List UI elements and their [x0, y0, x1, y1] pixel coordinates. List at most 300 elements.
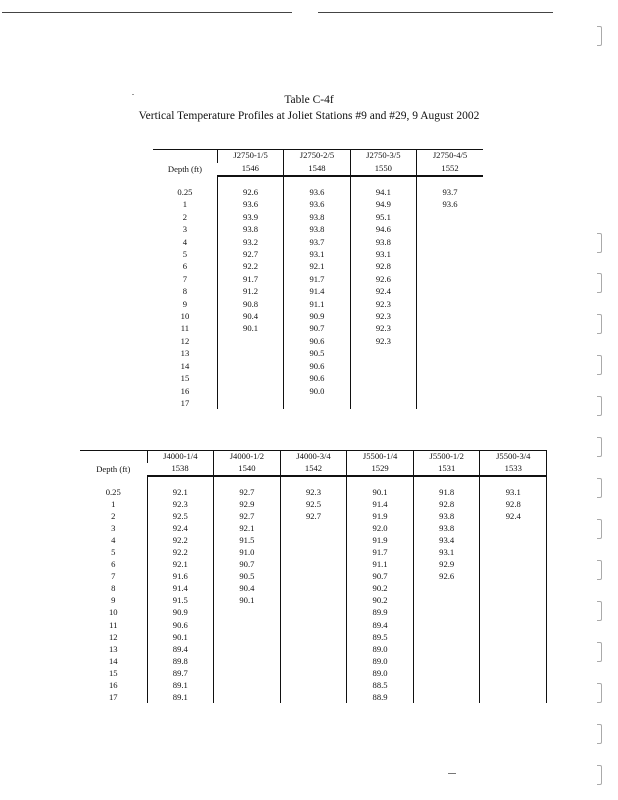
depth-header: Depth (ft): [167, 164, 202, 174]
temperature-cell: [214, 679, 281, 691]
temperature-cell: 89.0: [347, 643, 414, 655]
temperature-cell: 90.5: [284, 347, 350, 359]
temperature-cell: 91.1: [284, 298, 350, 310]
temperature-cell: 95.1: [350, 211, 416, 223]
table-row: [153, 298, 483, 310]
temperature-cell: 93.8: [350, 236, 416, 248]
depth-cell: 10: [108, 607, 118, 618]
temperature-cell: [217, 347, 283, 359]
temperature-cell: [480, 679, 547, 691]
temperature-cell: 89.5: [347, 631, 414, 643]
binder-tab: [597, 765, 602, 785]
temperature-cell: [480, 691, 547, 703]
depth-cell: 0.25: [177, 187, 193, 197]
temperature-cell: 89.0: [347, 667, 414, 679]
table-row: [153, 285, 483, 297]
depth-cell: 13: [108, 643, 118, 654]
temperature-cell: 90.8: [217, 298, 283, 310]
temperature-cell: [217, 335, 283, 347]
temperature-cell: 91.4: [147, 582, 214, 594]
depth-cell: 6: [182, 261, 188, 272]
station-id-header: J5500-1/2: [413, 451, 480, 464]
depth-cell: 9: [182, 298, 188, 309]
temperature-cell: 91.4: [347, 498, 414, 510]
depth-cell: 0.25: [105, 487, 121, 497]
temperature-cell: 91.5: [147, 594, 214, 606]
binder-tab: [597, 396, 602, 416]
station-id-header: J2750-4/5: [417, 150, 483, 164]
temperature-cell: 92.4: [350, 285, 416, 297]
temperature-cell: 90.1: [147, 631, 214, 643]
depth-cell: 12: [180, 335, 190, 346]
temperature-cell: 92.9: [413, 558, 480, 570]
temperature-cell: [413, 691, 480, 703]
temperature-cell: 91.4: [284, 285, 350, 297]
depth-cell: 3: [111, 523, 116, 534]
temperature-cell: [413, 655, 480, 667]
temperature-cell: 89.0: [347, 655, 414, 667]
station-number-header: 1529: [347, 463, 414, 476]
binder-tab: [597, 233, 602, 253]
spacer-cell: [284, 176, 350, 186]
temperature-cell: 92.1: [147, 486, 214, 498]
temperature-cell: 92.8: [413, 498, 480, 510]
table-row: [80, 510, 547, 522]
temperature-cell: 90.1: [214, 594, 281, 606]
temperature-cell: [480, 655, 547, 667]
temperature-cell: 93.6: [284, 198, 350, 210]
temperature-cell: 90.9: [284, 310, 350, 322]
temperature-cell: 92.9: [214, 498, 281, 510]
spacer-cell: [350, 176, 416, 186]
table-row: [80, 546, 547, 558]
binder-tab: [597, 273, 602, 293]
temperature-cell: [417, 273, 483, 285]
temperature-cell: 90.6: [147, 619, 214, 631]
depth-cell: 1: [182, 199, 188, 210]
depth-cell: 6: [111, 559, 116, 570]
spacer-cell: [217, 176, 283, 186]
temperature-cell: 90.7: [214, 558, 281, 570]
temperature-cell: [214, 667, 281, 679]
temperature-cell: 92.5: [280, 498, 347, 510]
temperature-cell: 93.6: [217, 198, 283, 210]
binder-tab: [597, 314, 602, 334]
temperature-cell: 92.0: [347, 522, 414, 534]
temperature-cell: [350, 397, 416, 409]
temperature-cell: 92.4: [147, 522, 214, 534]
station-number-header: 1550: [350, 163, 416, 176]
table-row: [80, 643, 547, 655]
binder-tab: [597, 560, 602, 580]
table-row: [80, 534, 547, 546]
temperature-cell: [280, 534, 347, 546]
table-row: [80, 619, 547, 631]
table-row: [153, 211, 483, 223]
temperature-cell: [480, 643, 547, 655]
table-row: [153, 248, 483, 260]
station-number-header: 1538: [147, 463, 214, 476]
binder-tab: [597, 601, 602, 621]
temperature-cell: 89.1: [147, 679, 214, 691]
temperature-cell: 92.2: [217, 260, 283, 272]
depth-cell: 2: [182, 211, 188, 222]
temperature-cell: 93.9: [217, 211, 283, 223]
temperature-cell: [280, 606, 347, 618]
temperature-cell: 91.1: [347, 558, 414, 570]
table-row: [80, 691, 547, 703]
depth-cell: 2: [111, 511, 116, 522]
temperature-cell: [280, 619, 347, 631]
table-row: [80, 594, 547, 606]
temperature-cell: 91.6: [147, 570, 214, 582]
temperature-cell: [417, 310, 483, 322]
temperature-cell: 91.7: [217, 273, 283, 285]
table-row: [80, 667, 547, 679]
station-id-header: J4000-1/2: [214, 451, 281, 464]
temperature-cell: 93.4: [413, 534, 480, 546]
temperature-cell: [417, 372, 483, 384]
depth-cell: 7: [111, 571, 116, 582]
temperature-cell: 91.7: [284, 273, 350, 285]
station-id-header: J2750-3/5: [350, 150, 416, 164]
spacer-cell: [413, 476, 480, 486]
temperature-cell: 89.1: [147, 691, 214, 703]
table-row: [80, 606, 547, 618]
depth-cell: 8: [182, 286, 188, 297]
binder-tab: [597, 724, 602, 744]
temperature-cell: 92.1: [214, 522, 281, 534]
temperature-cell: 90.1: [217, 322, 283, 334]
temperature-cell: 89.7: [147, 667, 214, 679]
top-rule-left: [2, 12, 292, 13]
temperature-cell: 90.2: [347, 582, 414, 594]
temperature-cell: [280, 558, 347, 570]
temperature-cell: 92.4: [480, 510, 547, 522]
temperature-cell: 89.4: [147, 643, 214, 655]
temperature-cell: 94.6: [350, 223, 416, 235]
temperature-cell: 93.8: [413, 510, 480, 522]
temperature-cell: 90.5: [214, 570, 281, 582]
temperature-cell: [413, 667, 480, 679]
temperature-cell: [417, 260, 483, 272]
depth-cell: 4: [182, 236, 188, 247]
table-row: [153, 385, 483, 397]
temperature-cell: [417, 236, 483, 248]
temperature-cell: 92.3: [350, 298, 416, 310]
temperature-cell: 93.6: [417, 198, 483, 210]
temperature-cell: [280, 594, 347, 606]
temperature-cell: 93.7: [284, 236, 350, 248]
table-row: [80, 631, 547, 643]
table-row: [153, 322, 483, 334]
table-row: [153, 372, 483, 384]
station-number-header: 1540: [214, 463, 281, 476]
station-number-header: 1542: [280, 463, 347, 476]
temperature-cell: 90.6: [284, 372, 350, 384]
temperature-cell: [413, 643, 480, 655]
temperature-cell: 94.1: [350, 186, 416, 198]
temperature-cell: 92.3: [350, 310, 416, 322]
temperature-cell: 93.1: [284, 248, 350, 260]
binder-tab: [597, 519, 602, 539]
temperature-cell: 93.8: [284, 223, 350, 235]
depth-cell: 16: [108, 679, 118, 690]
table-subtitle: Vertical Temperature Profiles at Joliet Stations #9 and #29, 9 August 2002: [138, 110, 480, 122]
binder-tab: [597, 355, 602, 375]
temperature-cell: 90.2: [347, 594, 414, 606]
temperature-cell: 92.3: [147, 498, 214, 510]
temperature-cell: 92.2: [147, 546, 214, 558]
spacer-row: [80, 476, 547, 486]
temperature-cell: 89.4: [347, 619, 414, 631]
temperature-cell: [480, 606, 547, 618]
temperature-cell: 91.0: [214, 546, 281, 558]
depth-cell: 10: [180, 311, 190, 322]
depth-cell: 13: [180, 348, 190, 359]
depth-cell: 7: [182, 273, 188, 284]
temperature-cell: [417, 248, 483, 260]
temperature-cell: 90.7: [284, 322, 350, 334]
temperature-cell: 91.5: [214, 534, 281, 546]
temperature-cell: [417, 223, 483, 235]
temperature-cell: 91.9: [347, 510, 414, 522]
temperature-cell: [413, 606, 480, 618]
temperature-cell: 92.7: [217, 248, 283, 260]
temperature-cell: [217, 360, 283, 372]
temperature-cell: 92.3: [280, 486, 347, 498]
depth-cell: 14: [180, 360, 190, 371]
depth-cell: 4: [111, 535, 116, 546]
temperature-cell: [413, 619, 480, 631]
temperature-cell: [350, 372, 416, 384]
temperature-cell: [280, 643, 347, 655]
temperature-cell: [280, 522, 347, 534]
temperature-cell: [350, 347, 416, 359]
temperature-cell: [417, 347, 483, 359]
temperature-cell: [480, 631, 547, 643]
temperature-cell: 92.7: [214, 510, 281, 522]
temperature-cell: 93.1: [413, 546, 480, 558]
temperature-cell: 88.5: [347, 679, 414, 691]
temperature-cell: 90.1: [347, 486, 414, 498]
station-number-header: 1548: [284, 163, 350, 176]
station-id-header: J5500-1/4: [347, 451, 414, 464]
temperature-cell: [417, 397, 483, 409]
table-title: Table C-4f: [284, 94, 334, 106]
depth-cell: 11: [180, 323, 190, 334]
temperature-cell: 92.3: [350, 322, 416, 334]
station-id-header: J4000-3/4: [280, 451, 347, 464]
temperature-cell: [480, 594, 547, 606]
station-id-header: J2750-2/5: [284, 150, 350, 164]
temperature-cell: 92.6: [350, 273, 416, 285]
temperature-cell: [280, 679, 347, 691]
temperature-cell: 93.8: [413, 522, 480, 534]
table-row: [153, 360, 483, 372]
table-row: [153, 198, 483, 210]
temperature-cell: [214, 655, 281, 667]
table-row: [80, 558, 547, 570]
top-rule-right: [318, 12, 553, 13]
spacer-cell: [280, 476, 347, 486]
temperature-table-j2750: [153, 149, 483, 409]
temperature-cell: 92.8: [350, 260, 416, 272]
temperature-cell: [214, 691, 281, 703]
temperature-cell: 92.1: [284, 260, 350, 272]
table-row: [153, 335, 483, 347]
temperature-cell: [413, 631, 480, 643]
depth-cell: 15: [180, 373, 190, 384]
binder-tab: [597, 683, 602, 703]
temperature-cell: 92.7: [214, 486, 281, 498]
temperature-cell: 92.6: [413, 570, 480, 582]
temperature-cell: 91.2: [217, 285, 283, 297]
temperature-cell: 92.7: [280, 510, 347, 522]
temperature-cell: [280, 631, 347, 643]
temperature-cell: 89.8: [147, 655, 214, 667]
depth-cell: 5: [182, 249, 188, 260]
temperature-cell: 93.2: [217, 236, 283, 248]
temperature-cell: [214, 606, 281, 618]
temperature-cell: [280, 691, 347, 703]
temperature-cell: 90.9: [147, 606, 214, 618]
temperature-cell: [480, 667, 547, 679]
temperature-cell: 92.8: [480, 498, 547, 510]
table-row: [153, 260, 483, 272]
temperature-cell: [417, 360, 483, 372]
binder-tab: [597, 478, 602, 498]
temperature-cell: [417, 211, 483, 223]
temperature-cell: 89.9: [347, 606, 414, 618]
temperature-cell: [417, 285, 483, 297]
station-number-header: 1546: [217, 163, 283, 176]
temperature-cell: [280, 655, 347, 667]
table-row: [80, 582, 547, 594]
temperature-cell: [417, 322, 483, 334]
temperature-cell: [280, 667, 347, 679]
temperature-cell: [214, 631, 281, 643]
table-row: [80, 655, 547, 667]
table-row: [153, 236, 483, 248]
temperature-cell: [217, 385, 283, 397]
temperature-cell: [217, 372, 283, 384]
temperature-cell: [480, 558, 547, 570]
spacer-cell: [347, 476, 414, 486]
depth-cell: 16: [180, 385, 190, 396]
temperature-cell: [413, 594, 480, 606]
temperature-cell: [280, 546, 347, 558]
table-row: [80, 679, 547, 691]
station-number-header: 1552: [417, 163, 483, 176]
temperature-cell: 94.9: [350, 198, 416, 210]
temperature-cell: 90.6: [284, 335, 350, 347]
depth-cell: 11: [109, 619, 118, 630]
temperature-cell: 90.6: [284, 360, 350, 372]
depth-cell: 9: [111, 595, 116, 606]
station-number-header: 1531: [413, 463, 480, 476]
depth-cell: 3: [182, 224, 188, 235]
temperature-cell: 93.8: [284, 211, 350, 223]
spacer-cell: [417, 176, 483, 186]
temperature-cell: 91.7: [347, 546, 414, 558]
binder-tab: [597, 642, 602, 662]
temperature-cell: 91.8: [413, 486, 480, 498]
temperature-cell: [280, 570, 347, 582]
temperature-table-j4000-j5500: [80, 450, 547, 703]
temperature-cell: 93.1: [350, 248, 416, 260]
temperature-cell: [413, 582, 480, 594]
spacer-cell: [214, 476, 281, 486]
temperature-cell: [413, 679, 480, 691]
temperature-cell: [480, 619, 547, 631]
scan-mark: [448, 773, 456, 774]
temperature-cell: 93.1: [480, 486, 547, 498]
temperature-cell: [284, 397, 350, 409]
temperature-cell: 92.1: [147, 558, 214, 570]
depth-cell: 8: [111, 583, 116, 594]
temperature-cell: [480, 570, 547, 582]
temperature-cell: 92.6: [217, 186, 283, 198]
spacer-cell: [480, 476, 547, 486]
temperature-cell: [214, 619, 281, 631]
temperature-cell: [480, 546, 547, 558]
spacer-cell: [153, 176, 217, 186]
table-row: [153, 223, 483, 235]
depth-cell: 5: [111, 547, 116, 558]
binder-tab: [597, 437, 602, 457]
temperature-cell: 88.9: [347, 691, 414, 703]
temperature-cell: 93.6: [284, 186, 350, 198]
table-row: [153, 397, 483, 409]
depth-cell: 15: [108, 667, 118, 678]
temperature-cell: [417, 385, 483, 397]
temperature-cell: 90.7: [347, 570, 414, 582]
spacer-cell: [147, 476, 214, 486]
table-row: [153, 186, 483, 198]
spacer-row: [153, 176, 483, 186]
temperature-cell: 93.8: [217, 223, 283, 235]
station-number-header: 1533: [480, 463, 547, 476]
temperature-cell: [417, 335, 483, 347]
table-body: [80, 476, 547, 703]
temperature-cell: [350, 360, 416, 372]
depth-cell: 14: [108, 655, 118, 666]
temperature-cell: [280, 582, 347, 594]
depth-cell: 17: [180, 397, 190, 408]
temperature-cell: [480, 522, 547, 534]
temperature-cell: 92.3: [350, 335, 416, 347]
binder-tab: [597, 26, 602, 46]
temperature-cell: 92.5: [147, 510, 214, 522]
depth-cell: 17: [108, 691, 118, 702]
depth-cell: 12: [108, 631, 118, 642]
table-row: [80, 570, 547, 582]
temperature-cell: 90.0: [284, 385, 350, 397]
station-id-header: J2750-1/5: [217, 150, 283, 164]
temperature-cell: [214, 643, 281, 655]
table-row: [153, 347, 483, 359]
temperature-cell: [480, 534, 547, 546]
table-row: [153, 273, 483, 285]
station-id-header: J4000-1/4: [147, 451, 214, 464]
temperature-cell: 93.7: [417, 186, 483, 198]
table-row: [153, 310, 483, 322]
temperature-cell: [350, 385, 416, 397]
table-body: [153, 176, 483, 409]
depth-cell: 1: [111, 499, 116, 510]
temperature-cell: 91.9: [347, 534, 414, 546]
